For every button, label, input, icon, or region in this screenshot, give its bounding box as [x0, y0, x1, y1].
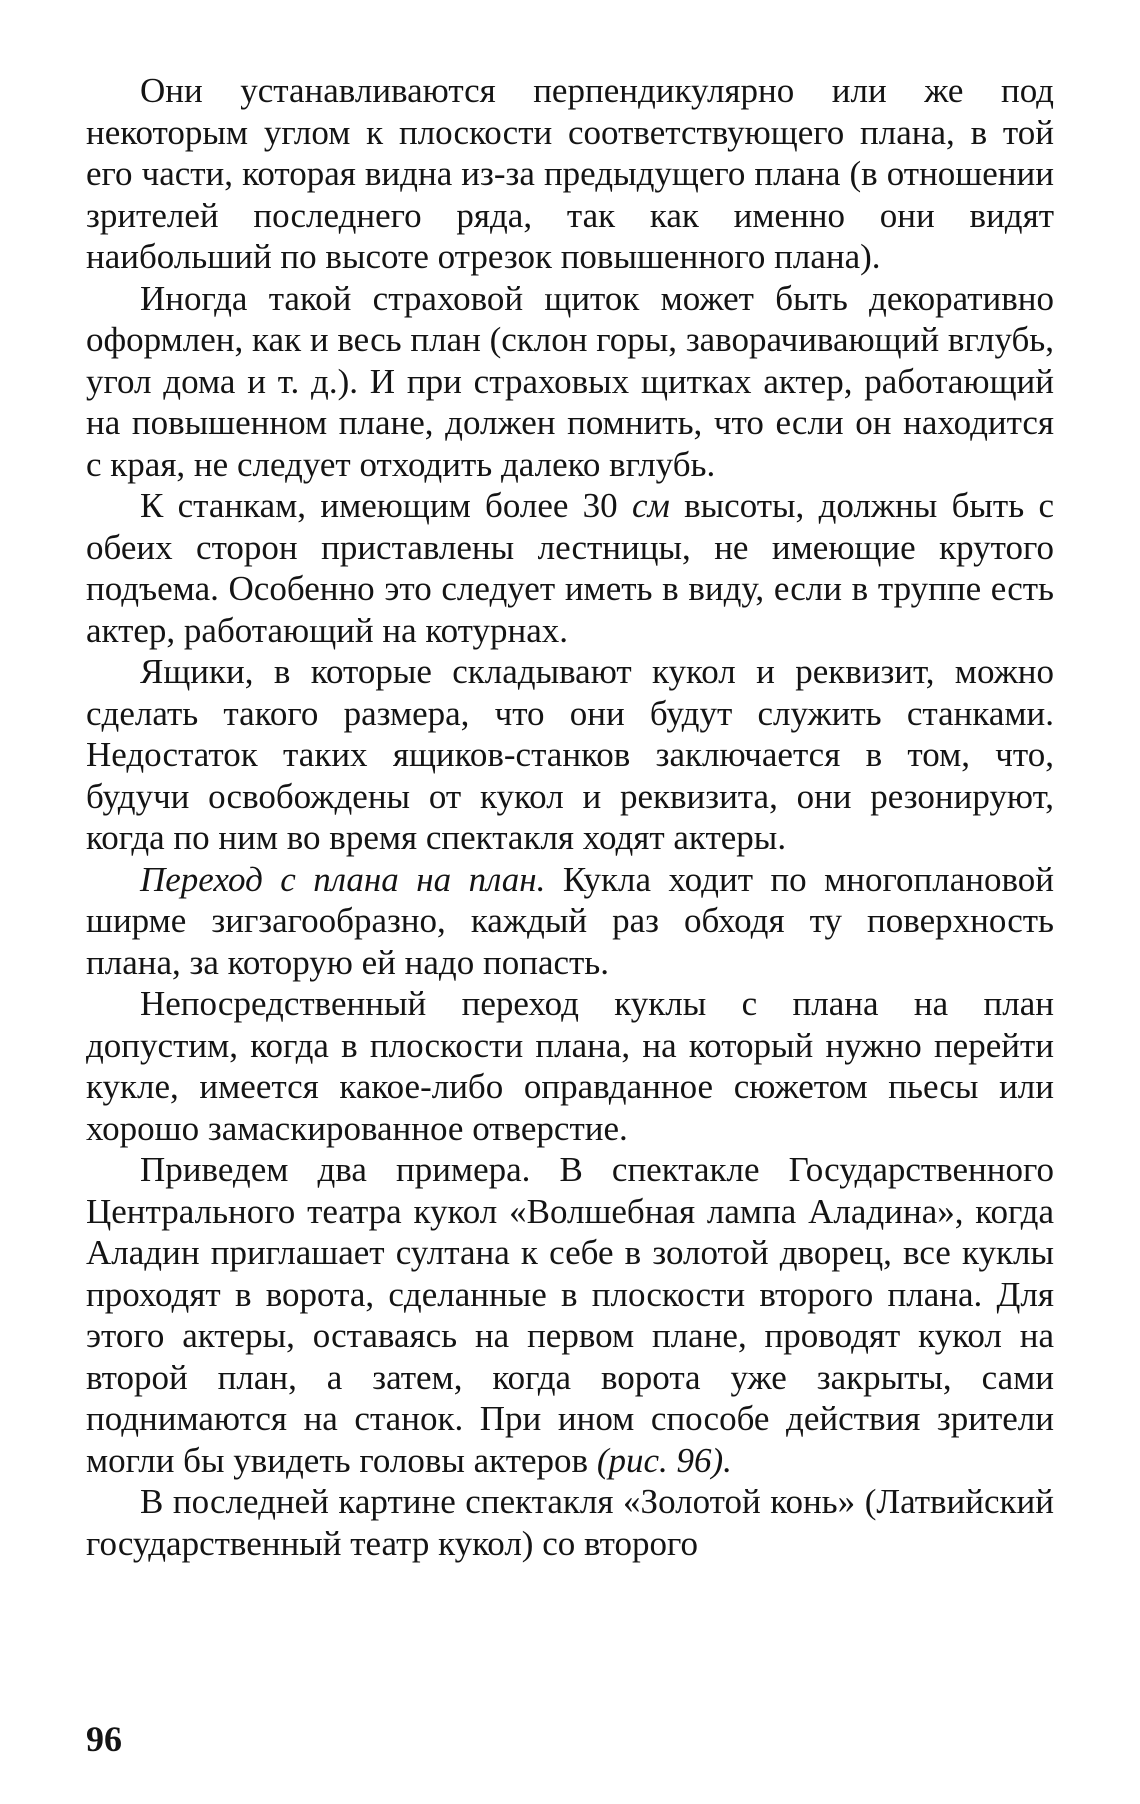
paragraph-8 [86, 1481, 1054, 1564]
paragraph-2-text: Иногда такой страховой щиток может быть декоративно оформлен, как и весь план (склон горы, заворачивающий вглубь, угол дома и т. д.). И при страховых щитках актер, работающий на повышенном плане, должен помнить, что если он находится с края, не следует отходить далеко вглубь. [86, 278, 1054, 484]
paragraph-2 [86, 278, 1054, 486]
paragraph-8-text: В последней картине спектакля «Золотой конь» (Латвийский государственный театр кукол) со второго [86, 1482, 1054, 1563]
paragraph-1-text: Они устанавливаются перпендикулярно или же под некоторым углом к плоскости соответствующего плана, в той его части, которая видна из-за предыдущего плана (в отношении зрителей последнего ряда, так как именно они видят наибольший по высоте отрезок повышенного плана). [86, 71, 1054, 276]
paragraph-4-text: Ящики, в которые складывают кукол и реквизит, можно сделать такого размера, что они будут служить станками. Недостаток таких ящиков-станков заключается в том, что, будучи освобождены от кукол и реквизита, они резонируют, когда по ним во время спектакля ходят актеры. [86, 652, 1054, 857]
paragraph-7-text: Приведем два примера. В спектакле Государственного Центрального театра кукол «Волшебная лампа Аладина», когда Аладин приглашает султана к себе в золотой дворец, все куклы проходят в ворота, сделанные в плоскости второго плана. Для этого актеры, оставаясь на первом плане, проводят кукол на второй план, а затем, когда ворота уже закрыты, сами поднимаются на станок. При ином способе действия зрители могли бы увидеть головы актеров [86, 1150, 1054, 1480]
paragraph-3-text-b: высоты, должны быть с обеих сторон приставлены лестницы, не имеющие крутого подъема. Особенно это следует иметь в виду, если в труппе есть актер, работающий на котурнах. [86, 486, 1055, 650]
page-number: 96 [86, 1719, 122, 1759]
paragraph-3 [86, 485, 1054, 651]
paragraph-3-unit-italic: см [631, 486, 670, 525]
paragraph-6 [86, 983, 1054, 1149]
paragraph-6-text: Непосредственный переход куклы с плана на план допустим, когда в плоскости плана, на который нужно перейти кукле, имеется какое-либо оправданное сюжетом пьесы или хорошо замаскированное отверстие. [86, 984, 1054, 1148]
paragraph-5 [86, 859, 1054, 984]
paragraph-7-figure-ref-italic: (рис. 96). [596, 1440, 732, 1480]
paragraph-7 [86, 1149, 1054, 1481]
paragraph-1 [86, 70, 1054, 278]
paragraph-3-text-a: К станкам, имеющим более 30 [140, 486, 632, 525]
paragraph-5-heading-italic: Переход с плана на план. [140, 859, 546, 899]
paragraph-4 [86, 651, 1054, 859]
paragraph-5-text: Кукла ходит по многоплановой ширме зигзагообразно, каждый раз обходя ту поверхность плана, за которую ей надо попасть. [86, 859, 1054, 982]
page-body [86, 70, 1054, 1770]
